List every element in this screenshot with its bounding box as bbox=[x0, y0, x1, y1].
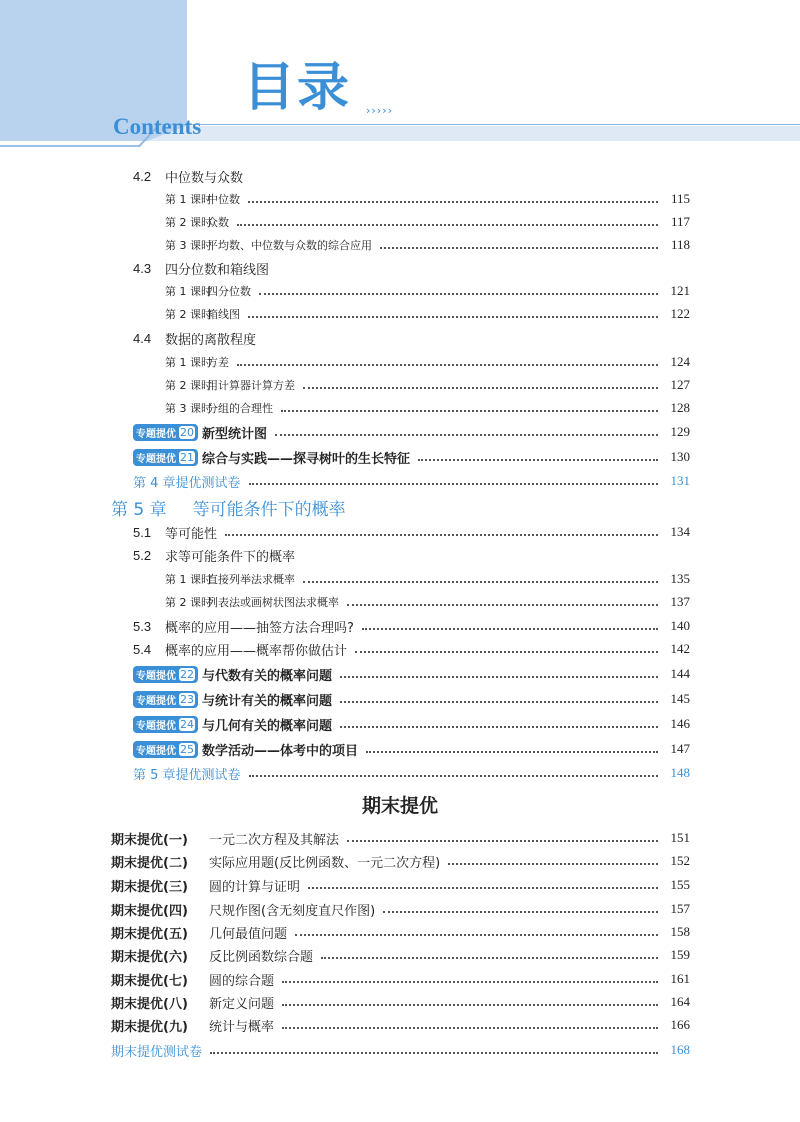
entry-title: 圆的综合题 bbox=[209, 973, 275, 989]
entry-label: 期末提优(四) bbox=[111, 903, 188, 919]
entry-title: 直接列举法求概率 bbox=[207, 573, 295, 586]
page-number: 135 bbox=[670, 571, 690, 586]
page-number: 121 bbox=[670, 283, 690, 298]
dot-leader bbox=[237, 364, 658, 366]
final-review-entry[interactable] bbox=[111, 850, 690, 872]
entry-title: 尺规作图(含无刻度直尺作图) bbox=[209, 903, 376, 919]
entry-title: 综合与实践——探寻树叶的生长特征 bbox=[202, 451, 411, 467]
badge-label: 专题提优 bbox=[136, 453, 176, 465]
page-number: 134 bbox=[670, 524, 690, 539]
entry-label: 期末提优(二) bbox=[111, 855, 188, 871]
dot-leader bbox=[347, 840, 658, 842]
lesson-label: 第 1 课时 bbox=[165, 193, 212, 206]
page-title: 目录 bbox=[243, 58, 352, 118]
toc-test-entry[interactable] bbox=[133, 762, 690, 784]
page-subtitle: Contents bbox=[113, 114, 202, 139]
final-review-entry[interactable] bbox=[111, 1014, 690, 1036]
page-number: 117 bbox=[670, 214, 690, 229]
toc-lesson-entry[interactable] bbox=[165, 280, 690, 302]
toc-lesson-entry[interactable] bbox=[165, 374, 690, 396]
toc-topic-entry[interactable] bbox=[133, 421, 690, 443]
toc-section-entry[interactable] bbox=[133, 165, 690, 187]
toc-section-entry[interactable] bbox=[133, 257, 690, 279]
entry-title: 概率的应用——概率帮你做估计 bbox=[165, 643, 348, 659]
page-number: 144 bbox=[670, 666, 690, 681]
dot-leader bbox=[308, 887, 658, 889]
dot-leader bbox=[340, 726, 658, 728]
dot-leader bbox=[295, 934, 658, 936]
entry-title: 数据的离散程度 bbox=[165, 332, 257, 348]
entry-title: 第 5 章提优测试卷 bbox=[133, 767, 241, 783]
chapter-label: 第 5 章 bbox=[111, 499, 167, 520]
page-number: 159 bbox=[670, 947, 690, 962]
dot-leader bbox=[281, 410, 658, 412]
entry-title: 一元二次方程及其解法 bbox=[209, 832, 340, 848]
toc-lesson-entry[interactable] bbox=[165, 234, 690, 256]
page-number: 137 bbox=[670, 594, 690, 609]
lesson-label: 第 2 课时 bbox=[165, 379, 212, 392]
entry-label: 期末提优(九) bbox=[111, 1019, 188, 1035]
toc-lesson-entry[interactable] bbox=[165, 211, 690, 233]
badge-number: 24 bbox=[180, 717, 194, 731]
dot-leader bbox=[347, 604, 658, 606]
dot-leader bbox=[275, 434, 658, 436]
entry-title: 中位数 bbox=[207, 193, 240, 206]
page-number: 158 bbox=[670, 924, 690, 939]
dot-leader bbox=[248, 201, 658, 203]
page-number: 152 bbox=[670, 853, 690, 868]
page-number: 151 bbox=[670, 830, 690, 845]
header-rule-left bbox=[0, 145, 140, 147]
toc-section-entry[interactable] bbox=[133, 327, 690, 349]
toc-lesson-entry[interactable] bbox=[165, 591, 690, 613]
entry-title: 与代数有关的概率问题 bbox=[202, 668, 333, 684]
badge-number: 21 bbox=[180, 450, 194, 464]
dot-leader bbox=[303, 581, 658, 583]
section-number: 4.3 bbox=[133, 260, 152, 276]
page-number: 166 bbox=[670, 1017, 690, 1032]
topic-badge bbox=[133, 449, 198, 466]
entry-title: 几何最值问题 bbox=[209, 926, 288, 942]
page-number: 164 bbox=[670, 994, 690, 1009]
lesson-label: 第 3 课时 bbox=[165, 239, 212, 252]
lesson-label: 第 2 课时 bbox=[165, 596, 212, 609]
toc-test-entry[interactable] bbox=[133, 470, 690, 492]
dot-leader bbox=[225, 534, 658, 536]
entry-title: 新定义问题 bbox=[209, 996, 275, 1012]
dot-leader bbox=[340, 676, 658, 678]
toc-section-entry[interactable] bbox=[133, 544, 690, 566]
final-review-entry[interactable] bbox=[111, 874, 690, 896]
badge-label: 专题提优 bbox=[136, 695, 176, 707]
entry-label: 期末提优(八) bbox=[111, 996, 188, 1012]
arrows-decor: ››››› bbox=[366, 104, 393, 117]
page-number: 118 bbox=[670, 237, 690, 252]
toc-section-entry[interactable] bbox=[133, 638, 690, 660]
entry-title: 实际应用题(反比例函数、一元二次方程) bbox=[209, 855, 441, 871]
entry-title: 第 4 章提优测试卷 bbox=[133, 475, 241, 491]
entry-title: 统计与概率 bbox=[209, 1019, 275, 1035]
final-review-entry[interactable] bbox=[111, 944, 690, 966]
page-number: 155 bbox=[670, 877, 690, 892]
dot-leader bbox=[340, 701, 658, 703]
lesson-label: 第 2 课时 bbox=[165, 308, 212, 321]
dot-leader bbox=[249, 775, 658, 777]
dot-leader bbox=[383, 911, 658, 913]
entry-title: 列表法或画树状图法求概率 bbox=[207, 596, 339, 609]
page-number: 122 bbox=[670, 306, 690, 321]
page-number: 142 bbox=[670, 641, 690, 656]
lesson-label: 第 1 课时 bbox=[165, 573, 212, 586]
header-rule bbox=[156, 124, 800, 125]
page-number: 115 bbox=[670, 191, 690, 206]
entry-title: 用计算器计算方差 bbox=[207, 379, 295, 392]
entry-title: 分组的合理性 bbox=[207, 402, 273, 415]
entry-title: 箱线图 bbox=[207, 308, 240, 321]
dot-leader bbox=[380, 247, 658, 249]
badge-label: 专题提优 bbox=[136, 745, 176, 757]
page-number: 128 bbox=[670, 400, 690, 415]
section-number: 5.3 bbox=[133, 618, 152, 634]
badge-label: 专题提优 bbox=[136, 670, 176, 682]
page-number: 161 bbox=[670, 971, 690, 986]
entry-title: 等可能性 bbox=[165, 526, 218, 542]
page-number: 157 bbox=[670, 901, 690, 916]
lesson-label: 第 3 课时 bbox=[165, 402, 212, 415]
badge-number: 25 bbox=[180, 742, 194, 756]
section-number: 4.2 bbox=[133, 168, 152, 184]
page-number: 129 bbox=[670, 424, 690, 439]
dot-leader bbox=[237, 224, 658, 226]
page-number: 145 bbox=[670, 691, 690, 706]
toc-topic-entry[interactable] bbox=[133, 738, 690, 760]
dot-leader bbox=[248, 316, 658, 318]
page-number: 148 bbox=[670, 765, 690, 780]
topic-badge bbox=[133, 741, 198, 758]
dot-leader bbox=[321, 957, 658, 959]
page-number: 130 bbox=[670, 449, 690, 464]
dot-leader bbox=[282, 981, 658, 983]
toc-topic-entry[interactable] bbox=[133, 713, 690, 735]
entry-label: 期末提优(三) bbox=[111, 879, 188, 895]
dot-leader bbox=[282, 1004, 658, 1006]
entry-title: 平均数、中位数与众数的综合应用 bbox=[207, 239, 372, 252]
topic-badge bbox=[133, 716, 198, 733]
entry-title: 新型统计图 bbox=[202, 426, 268, 442]
toc-section-entry[interactable] bbox=[133, 615, 690, 637]
entry-title: 数学活动——体考中的项目 bbox=[202, 743, 359, 759]
toc-topic-entry[interactable] bbox=[133, 446, 690, 468]
dot-leader bbox=[418, 459, 658, 461]
toc-lesson-entry[interactable] bbox=[165, 568, 690, 590]
page-number: 127 bbox=[670, 377, 690, 392]
section-number: 5.4 bbox=[133, 641, 152, 657]
section-number: 5.1 bbox=[133, 524, 152, 540]
entry-label: 期末提优(五) bbox=[111, 926, 188, 942]
entry-label: 期末提优(七) bbox=[111, 973, 188, 989]
entry-label: 期末提优(一) bbox=[111, 832, 188, 848]
topic-badge bbox=[133, 424, 198, 441]
final-review-entry[interactable] bbox=[111, 827, 690, 849]
lesson-label: 第 1 课时 bbox=[165, 356, 212, 369]
dot-leader bbox=[282, 1027, 658, 1029]
badge-number: 23 bbox=[180, 692, 194, 706]
badge-number: 22 bbox=[180, 667, 194, 681]
section-number: 5.2 bbox=[133, 547, 152, 563]
entry-title: 求等可能条件下的概率 bbox=[165, 549, 296, 565]
entry-title: 中位数与众数 bbox=[165, 170, 244, 186]
dot-leader bbox=[355, 651, 658, 653]
page-number: 131 bbox=[670, 473, 690, 488]
page-number: 140 bbox=[670, 618, 690, 633]
dot-leader bbox=[249, 483, 658, 485]
final-section-heading: 期末提优 bbox=[361, 795, 438, 817]
dot-leader bbox=[259, 293, 658, 295]
dot-leader bbox=[303, 387, 658, 389]
badge-number: 20 bbox=[180, 425, 194, 439]
toc-topic-entry[interactable] bbox=[133, 663, 690, 685]
dot-leader bbox=[362, 628, 658, 630]
entry-title: 概率的应用——抽签方法合理吗? bbox=[165, 620, 354, 636]
final-review-entry[interactable] bbox=[111, 898, 690, 920]
final-review-entry[interactable] bbox=[111, 921, 690, 943]
entry-title: 方差 bbox=[207, 356, 229, 369]
dot-leader bbox=[210, 1052, 658, 1054]
toc-lesson-entry[interactable] bbox=[165, 397, 690, 419]
dot-leader bbox=[366, 751, 658, 753]
page-number: 124 bbox=[670, 354, 690, 369]
badge-label: 专题提优 bbox=[136, 720, 176, 732]
chapter-title: 等可能条件下的概率 bbox=[192, 499, 346, 520]
toc-lesson-entry[interactable] bbox=[165, 303, 690, 325]
toc-lesson-entry[interactable] bbox=[165, 188, 690, 210]
page-number: 168 bbox=[670, 1042, 690, 1057]
entry-title: 四分位数和箱线图 bbox=[165, 262, 270, 278]
lesson-label: 第 2 课时 bbox=[165, 216, 212, 229]
header-band bbox=[147, 126, 800, 141]
toc-lesson-entry[interactable] bbox=[165, 351, 690, 373]
final-test-entry[interactable] bbox=[111, 1039, 690, 1061]
toc-section-entry[interactable] bbox=[133, 521, 690, 543]
entry-title: 四分位数 bbox=[207, 285, 251, 298]
entry-title: 与几何有关的概率问题 bbox=[202, 718, 333, 734]
topic-badge bbox=[133, 691, 198, 708]
lesson-label: 第 1 课时 bbox=[165, 285, 212, 298]
page-number: 147 bbox=[670, 741, 690, 756]
toc-topic-entry[interactable] bbox=[133, 688, 690, 710]
chapter-heading[interactable] bbox=[111, 496, 690, 518]
page-number: 146 bbox=[670, 716, 690, 731]
final-review-entry[interactable] bbox=[111, 991, 690, 1013]
entry-title: 期末提优测试卷 bbox=[111, 1044, 203, 1060]
entry-title: 圆的计算与证明 bbox=[209, 879, 301, 895]
entry-label: 期末提优(六) bbox=[111, 949, 188, 965]
entry-title: 与统计有关的概率问题 bbox=[202, 693, 333, 709]
dot-leader bbox=[448, 863, 658, 865]
section-number: 4.4 bbox=[133, 330, 152, 346]
final-review-entry[interactable] bbox=[111, 968, 690, 990]
badge-label: 专题提优 bbox=[136, 428, 176, 440]
entry-title: 反比例函数综合题 bbox=[209, 949, 314, 965]
entry-title: 众数 bbox=[207, 216, 229, 229]
topic-badge bbox=[133, 666, 198, 683]
